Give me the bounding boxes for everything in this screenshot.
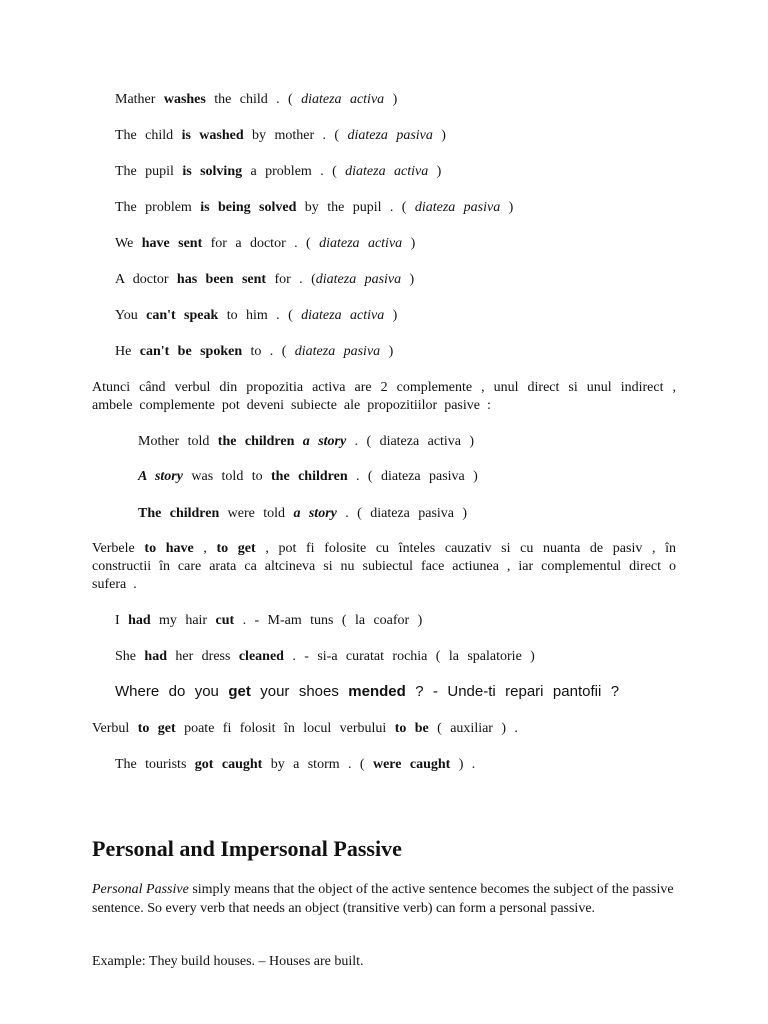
example-line: The pupil is solving a problem . ( diateza activa ) [115,164,442,179]
example-line: Mather washes the child . ( diateza activa ) [115,92,398,107]
example-line: He can't be spoken to . ( diateza pasiva ) [115,344,394,359]
paragraph-to-get: Verbul to get poate fi folosit în locul verbului to be ( auxiliar ) . [92,721,518,736]
example-line: A story was told to the children . ( diateza pasiva ) [138,469,478,484]
example-sentence: Example: They build houses. – Houses are built. [92,954,364,969]
section-heading: Personal and Impersonal Passive [92,836,402,861]
example-line: The child is washed by mother . ( diateza pasiva ) [115,128,446,143]
example-line: You can't speak to him . ( diateza activa ) [115,308,398,323]
paragraph-personal-passive: Personal Passive simply means that the object of the active sentence becomes the subject of the passive sentence. So every verb that needs an object (transitive verb) can form a personal passive. [92,882,674,916]
paragraph-two-complements: Atunci când verbul din propozitia activa are 2 complemente , unul direct si unul indirect , ambele complemente pot deveni subiecte ale propozitiilor pasive : [92,380,676,413]
example-line: Where do you get your shoes mended ? - Unde-ti repari pantofii ? [115,683,620,700]
example-line: Mother told the children a story . ( diateza activa ) [138,434,475,449]
example-line: I had my hair cut . - M-am tuns ( la coafor ) [115,613,423,628]
example-line: She had her dress cleaned . - si-a curatat rochia ( la spalatorie ) [115,649,535,664]
example-line: We have sent for a doctor . ( diateza activa ) [115,236,416,251]
example-line: The problem is being solved by the pupil . ( diateza pasiva ) [115,200,514,215]
example-line: The tourists got caught by a storm . ( were caught ) . [115,757,476,772]
example-line: A doctor has been sent for . (diateza pasiva ) [115,272,415,287]
example-line: The children were told a story . ( diateza pasiva ) [138,506,468,521]
paragraph-causative: Verbele to have , to get , pot fi folosite cu înteles cauzativ si cu nuanta de pasiv , în constructii în care arata ca altcineva si nu subiectul face actiunea , iar complementul direct o sufera . [92,541,676,592]
